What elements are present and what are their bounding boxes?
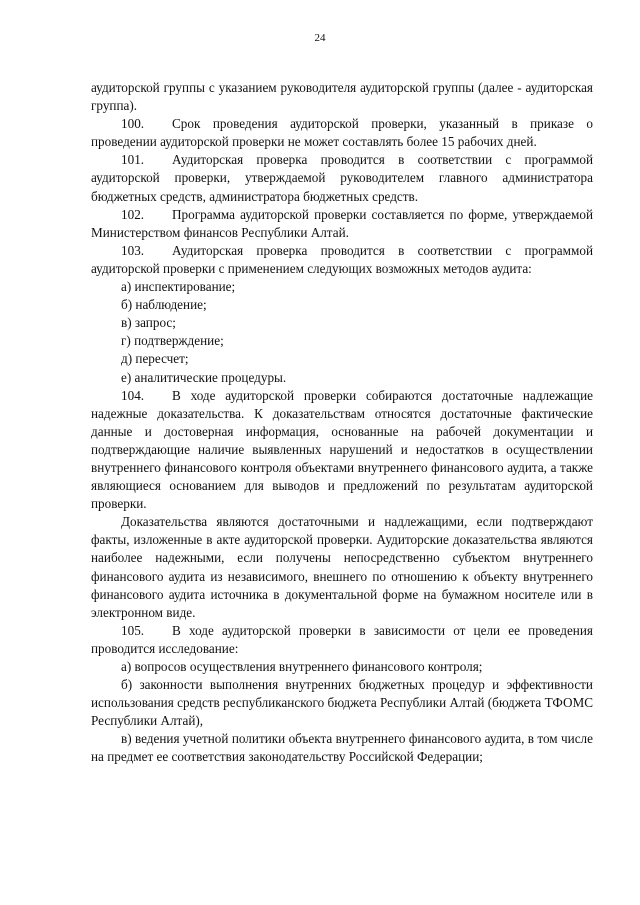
paragraph-105 (91, 622, 593, 658)
clause-text: Аудиторская проверка проводится в соответствии с программой аудиторской проверки, утверждаемой руководителем главного администратора бюджетных средств, администратора бюджетных средств. (91, 152, 593, 204)
list-item: е) аналитические процедуры. (121, 369, 287, 385)
clause-number: 105. (121, 622, 145, 638)
paragraph-100 (91, 115, 593, 151)
clause-text: В ходе аудиторской проверки в зависимости от цели ее проведения проводится исследование: (91, 622, 593, 656)
clause-text: Программа аудиторской проверки составляется по форме, утверждаемой Министерством финансов Республики Алтай. (91, 206, 593, 240)
document-body (91, 79, 593, 767)
clause-text: В ходе аудиторской проверки собираются достаточные надлежащие надежные доказательства. К доказательствам относятся достаточные фактические данные и достоверная информация, основанные на рабочей документации и подтверждающие наличие выявленных нарушений и недостатков в осуществлении внутреннего финансового контроля объектами внутреннего финансового аудита, а также являющиеся основанием для выводов и предложений по результатам аудиторской проверки. (91, 387, 593, 512)
list-item: б) наблюдение; (121, 297, 207, 313)
paragraph-103 (91, 242, 593, 278)
list-item: б) законности выполнения внутренних бюджетных процедур и эффективности использования средств республиканского бюджета Республики Алтай (бюджета ТФОМС Республики Алтай), (91, 677, 593, 729)
clause-text: Аудиторская проверка проводится в соответствии с программой аудиторской проверки с применением следующих возможных методов аудита: (91, 242, 593, 276)
audit-methods-list (91, 278, 593, 387)
page-number: 24 (314, 32, 326, 44)
paragraph-104-continued: Доказательства являются достаточными и надлежащими, если подтверждают факты, изложенные в акте аудиторской проверки. Аудиторские доказательства являются наиболее надежными, если получены непосредственно субъектом внутреннего финансового аудита из независимого, внешнего по отношению к объекту внутреннего финансового аудита источника в документальной форме на бумажном носителе или в электронном виде. (91, 514, 593, 620)
paragraph-continuation: аудиторской группы с указанием руководителя аудиторской группы (далее - аудиторская группа). (91, 80, 593, 114)
list-item: г) подтверждение; (121, 333, 224, 349)
paragraph-102 (91, 206, 593, 242)
paragraph-101 (91, 151, 593, 205)
clause-number: 101. (121, 152, 145, 168)
clause-number: 103. (121, 242, 145, 258)
clause-number: 100. (121, 116, 145, 132)
list-item: а) инспектирование; (121, 279, 236, 295)
research-list (91, 658, 593, 767)
list-item: д) пересчет; (121, 351, 189, 367)
paragraph-104 (91, 387, 593, 514)
clause-number: 102. (121, 206, 145, 222)
list-item: в) запрос; (121, 315, 176, 331)
list-item: в) ведения учетной политики объекта внутреннего финансового аудита, в том числе на предмет ее соответствия законодательству Российской Федерации; (91, 731, 593, 765)
clause-text: Срок проведения аудиторской проверки, указанный в приказе о проведении аудиторской проверки не может составлять более 15 рабочих дней. (91, 116, 593, 150)
clause-number: 104. (121, 387, 145, 403)
list-item: а) вопросов осуществления внутреннего финансового контроля; (121, 659, 483, 674)
